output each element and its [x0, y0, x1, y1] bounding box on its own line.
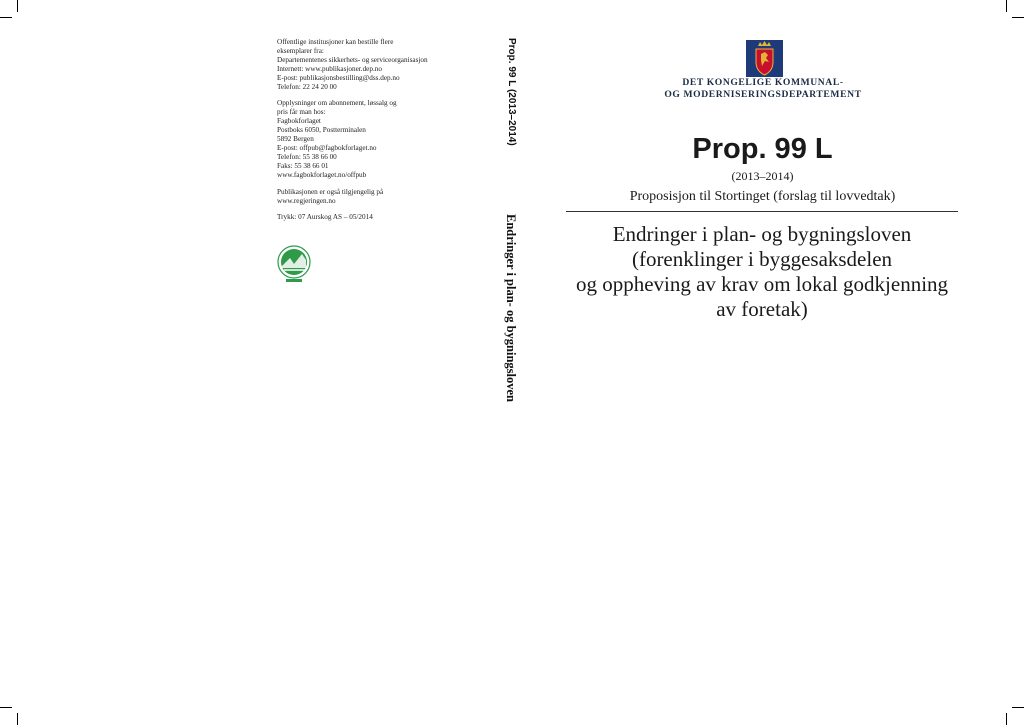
order-line: E-post: publikasjonsbestilling@dss.dep.no	[277, 73, 400, 82]
subscription-line: Fagbokforlaget	[277, 117, 321, 126]
subscription-line: 5892 Bergen	[277, 135, 314, 144]
order-line: Telefon: 22 24 20 00	[277, 82, 337, 91]
print-line: Trykk: 07 Aurskog AS – 05/2014	[277, 213, 373, 222]
document-subtitle: Proposisjon til Stortinget (forslag til lovvedtak)	[629, 189, 896, 204]
order-line: Departementenes sikkerhets- og serviceorganisasjon	[277, 55, 428, 64]
subscription-line: Faks: 55 38 66 01	[277, 161, 329, 170]
crop-mark	[1006, 713, 1007, 725]
divider	[566, 211, 958, 212]
royal-coat-of-arms-icon	[746, 40, 783, 77]
availability-line: Publikasjonen er også tilgjengelig på	[277, 187, 384, 196]
order-line: eksemplarer fra:	[277, 46, 324, 55]
spine	[499, 38, 519, 438]
document-title	[556, 222, 968, 322]
print-info	[277, 213, 482, 222]
subscription-line: Postboks 6050, Postterminalen	[277, 126, 366, 135]
subscription-line: E-post: offpub@fagbokforlaget.no	[277, 143, 377, 152]
crop-mark	[0, 707, 12, 708]
crop-mark	[17, 0, 18, 12]
order-info	[277, 38, 482, 91]
department-line: OG MODERNISERINGSDEPARTEMENT	[664, 88, 862, 100]
nordic-swan-ecolabel-icon	[276, 244, 312, 284]
order-line: Internett: www.publikasjoner.dep.no	[277, 64, 382, 73]
proposition-number: Prop. 99 L	[692, 133, 833, 165]
crop-mark	[1006, 0, 1007, 12]
subscription-line: pris får man hos:	[277, 108, 326, 117]
subscription-info	[277, 99, 482, 179]
title-line: Endringer i plan- og bygningsloven	[612, 222, 912, 246]
availability-info	[277, 188, 482, 206]
back-cover-info	[277, 38, 482, 230]
spine-title: Endringer i plan- og bygningsloven	[504, 214, 518, 403]
crop-mark	[1012, 17, 1024, 18]
department-line: DET KONGELIGE KOMMUNAL-	[682, 77, 844, 88]
session-years: (2013–2014)	[731, 169, 794, 183]
availability-line: www.regjeringen.no	[277, 196, 336, 205]
title-line: og oppheving av krav om lokal godkjenning	[575, 272, 949, 296]
subscription-line: Telefon: 55 38 66 00	[277, 152, 337, 161]
crop-mark	[0, 17, 12, 18]
title-line: (forenklinger i byggesaksdelen	[631, 247, 893, 271]
crop-mark	[1012, 707, 1024, 708]
subscription-line: Opplysninger om abonnement, løssalg og	[277, 99, 397, 108]
spine-code: Prop. 99 L (2013–2014)	[506, 38, 517, 146]
title-line: av foretak)	[716, 297, 808, 321]
crop-mark	[17, 713, 18, 725]
subscription-line: www.fagbokforlaget.no/offpub	[277, 170, 367, 179]
order-line: Offentlige institusjoner kan bestille flere	[277, 38, 394, 46]
department-name	[640, 77, 886, 100]
